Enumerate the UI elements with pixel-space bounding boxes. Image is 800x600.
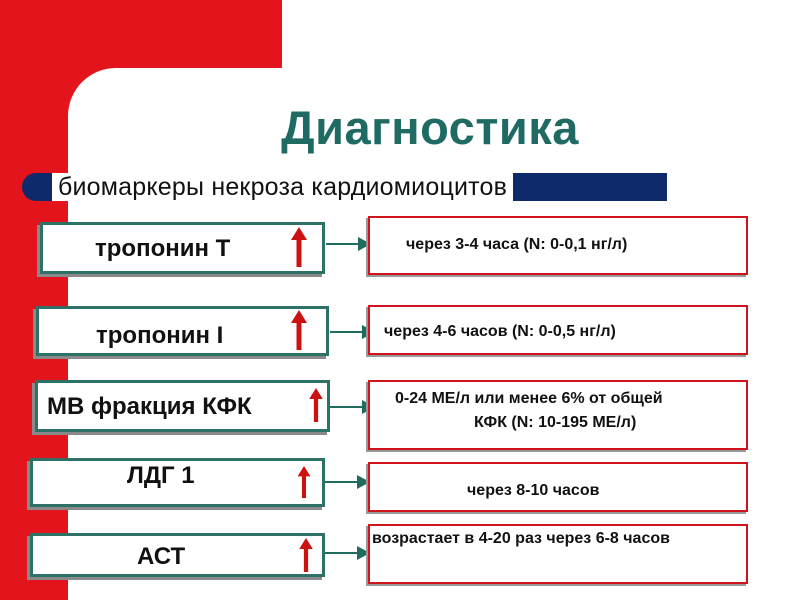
info-text: 0-24 МЕ/л или менее 6% от общей: [395, 390, 663, 407]
slide-title: Диагностика: [281, 101, 579, 154]
info-text: через 8-10 часов: [467, 482, 600, 499]
up-arrow-icon: [309, 388, 323, 422]
marker-label: АСТ: [137, 543, 186, 570]
up-arrow-icon: [291, 310, 307, 350]
up-arrow-icon: [291, 227, 307, 267]
marker-label: МВ фракция КФК: [47, 393, 252, 420]
slide-subtitle: биомаркеры некроза кардиомиоцитов: [52, 173, 513, 201]
marker-label: тропонин I: [96, 322, 224, 349]
up-arrow-icon: [299, 538, 313, 572]
info-text: КФК (N: 10-195 МЕ/л): [474, 414, 637, 431]
up-arrow-icon: [297, 466, 311, 498]
arrow-right-icon: [325, 546, 370, 560]
arrow-right-icon: [326, 237, 371, 251]
info-text: через 3-4 часа (N: 0-0,1 нг/л): [406, 236, 628, 253]
info-text: через 4-6 часов (N: 0-0,5 нг/л): [384, 323, 616, 340]
info-text: возрастает в 4-20 раз через 6-8 часов: [372, 530, 670, 547]
arrow-right-icon: [325, 475, 370, 489]
red-accent-left: [0, 0, 68, 600]
marker-label: тропонин Т: [95, 235, 231, 262]
marker-label: ЛДГ 1: [127, 462, 195, 489]
